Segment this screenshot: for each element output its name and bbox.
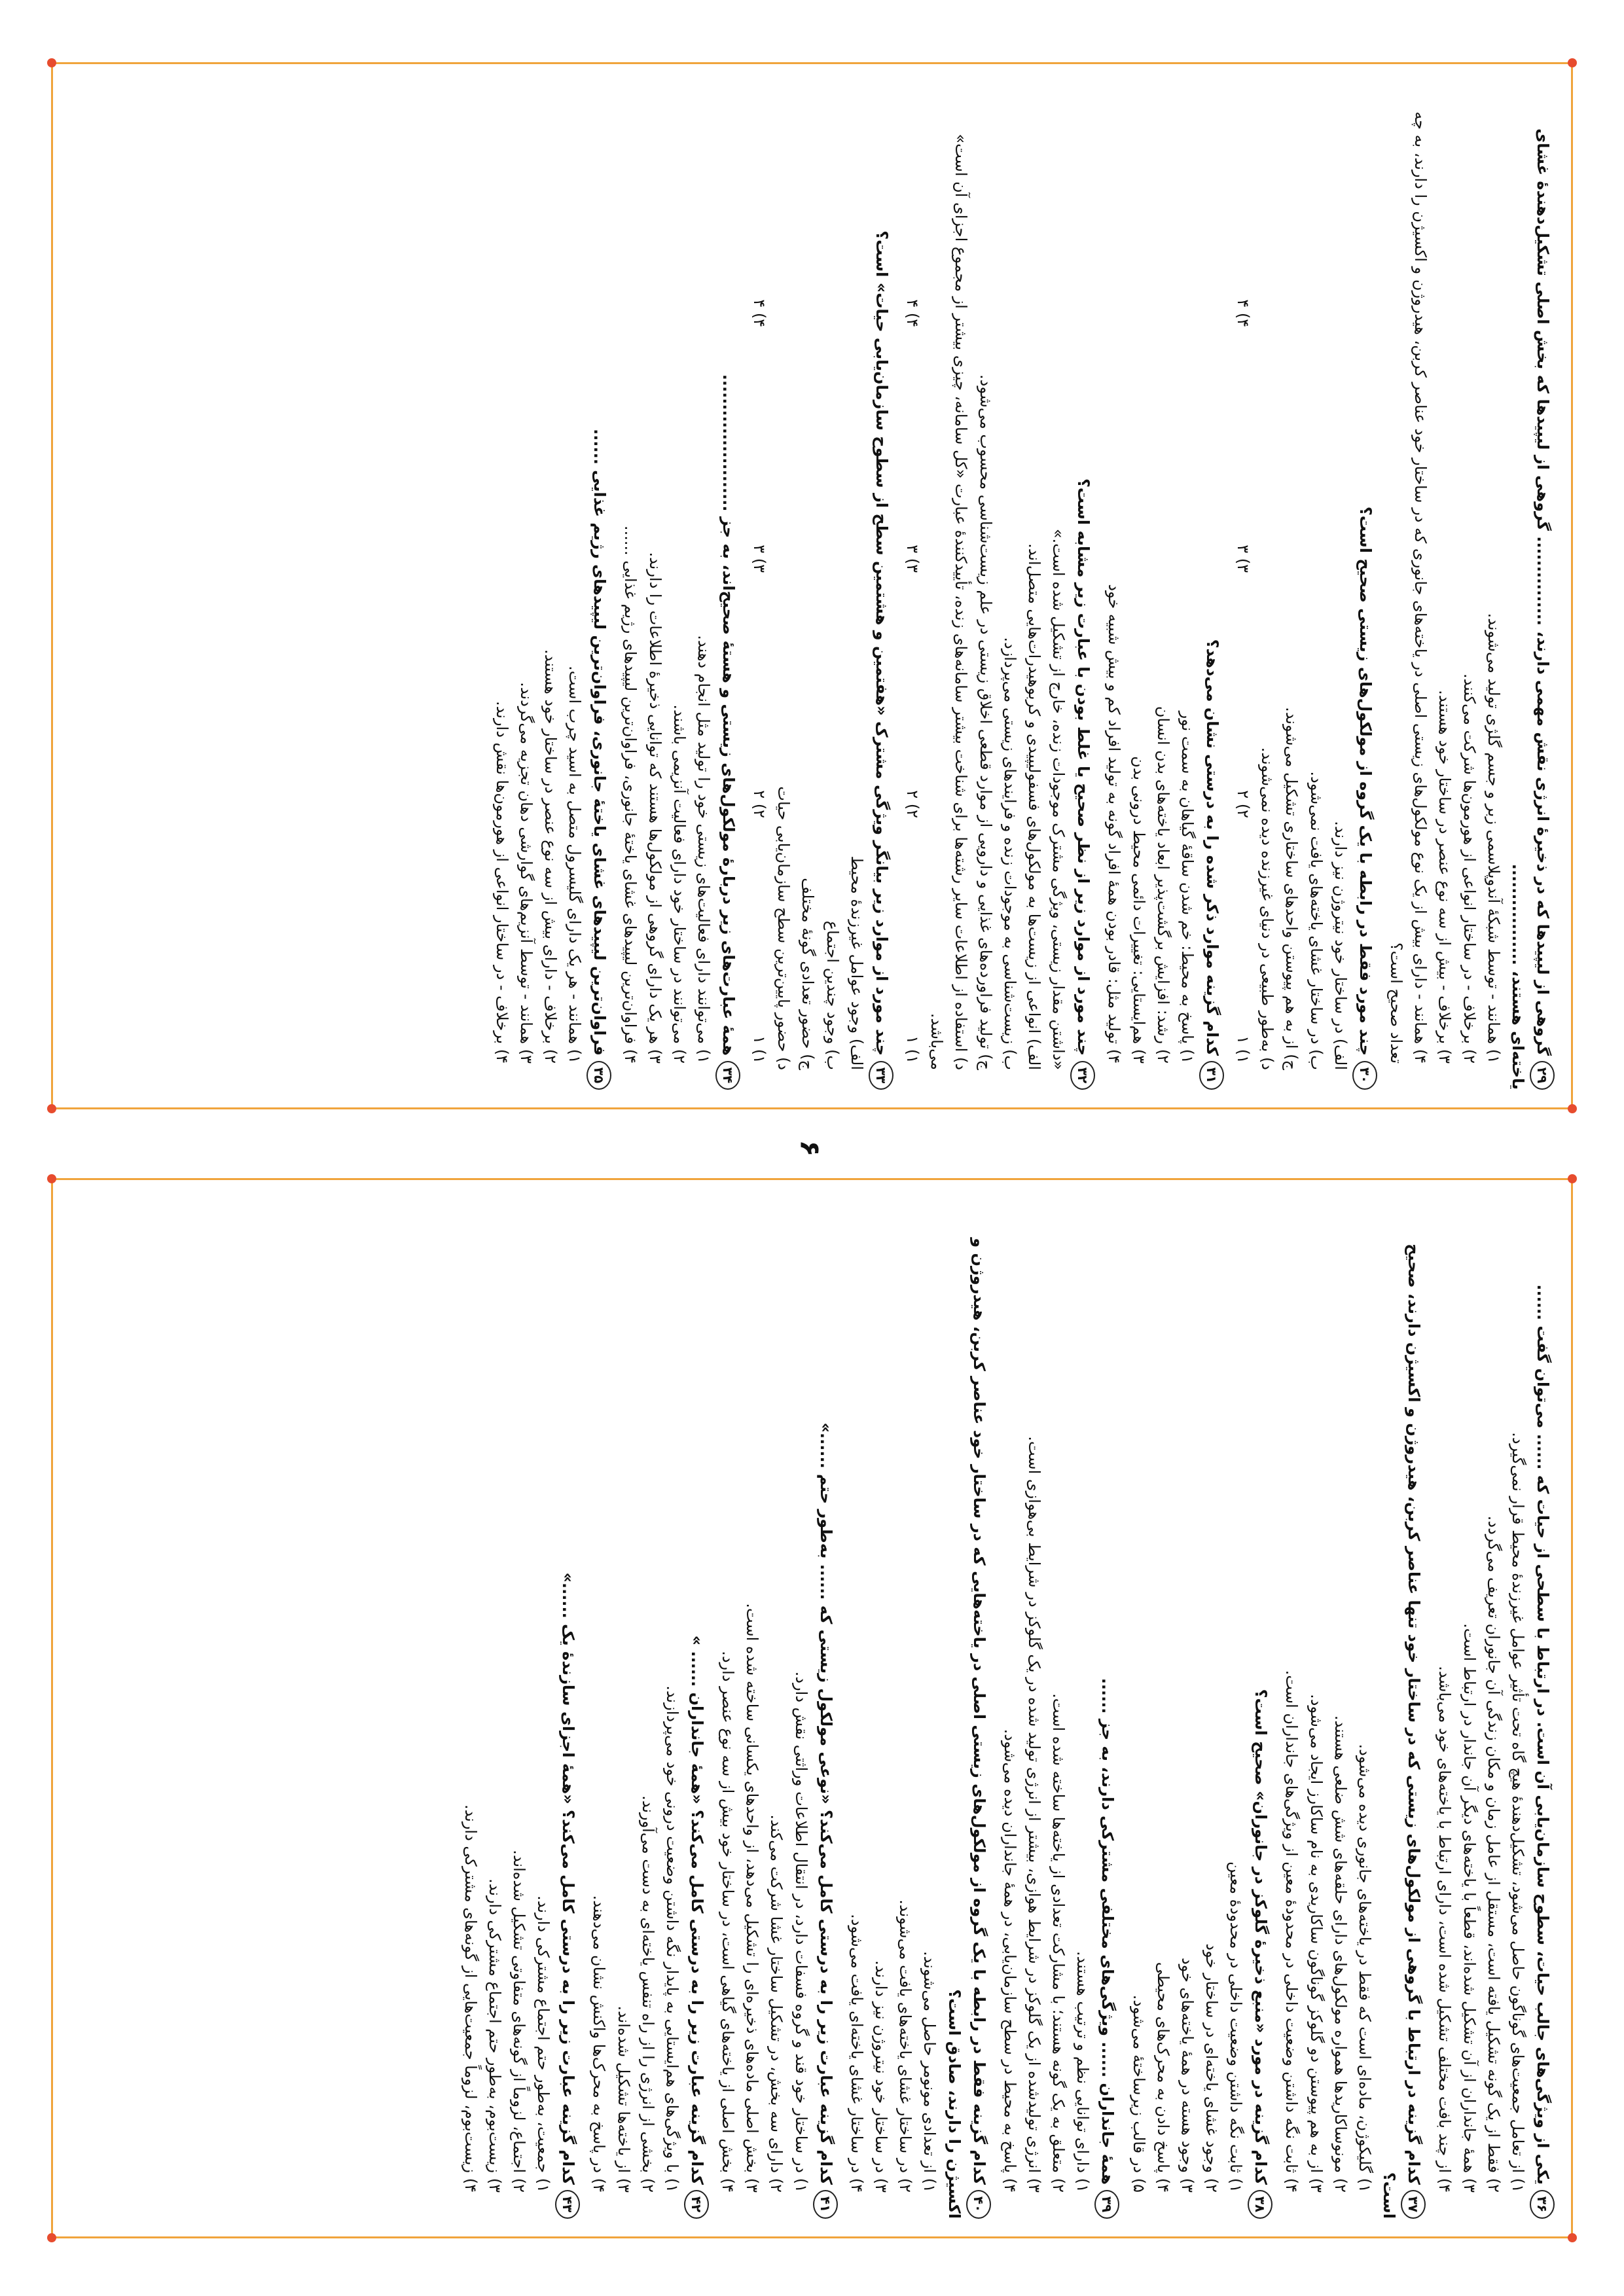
question-head: [1248, 1198, 1272, 2219]
answer-option: ۱) ۱: [1234, 1035, 1253, 1064]
answer-option: ۳) از یاخته‌ها تشکیل شده‌اند.: [614, 2005, 633, 2193]
answer-option: ۱) پاسخ به محیط: خم شدن ساقهٔ گیاهان به سمت نور: [1178, 711, 1197, 1064]
question-number: ۳۷: [1401, 2190, 1426, 2219]
answer-option: ۴) در پاسخ به محرک‌ها واکنش نشان می‌دهند.: [590, 1895, 609, 2193]
question-number: ۳۶: [1530, 2190, 1555, 2219]
question-stem: کدام گزینه فقط در رابطه با یک گروه از مولکول‌های زیستی اصلی در یاخته‌هایی که در ساختار خود عناصر کربن، هیدروژن و اکسیژن را دارند، صادق است؟: [945, 1238, 988, 2219]
answer-option: ۲) فقط از یک گونه تشکیل یافته است، مستقل از عامل زمان و مکان زندگی آن جانوران تعریف می‌گردد.: [1484, 1515, 1503, 2193]
answer-option: ۳) بخش اصلی ماده‌های ذخیره‌ای را تشکیل می‌دهد، از واحدهای یکسانی ساخته شده است.: [743, 1603, 762, 2193]
question-head: [1070, 82, 1095, 1090]
question-head: [869, 82, 893, 1090]
answer-option: ۴) بخش اصلی از یاخته‌های گیاهی است، در ساختار خود بیش از سه نوع عنصر دارد.: [719, 1651, 738, 2193]
question-number: ۳۹: [1094, 2190, 1119, 2219]
answer-option: ۴) تولید مثل: قادر بودن همهٔ افراد گونه به تولید افراد کم و بیش شبیه خود: [1105, 584, 1124, 1064]
answer-option: ۳) برخلاف - بیش از سه نوع عنصر در ساختار خود هستند.: [1435, 690, 1454, 1064]
question-statement: ج) حضور تعدادی گونهٔ مختلف: [799, 878, 818, 1070]
answer-option: ۱) همانند - توسط شبکهٔ آندوپلاسمی زبر و جسم گلژی تولید می‌شوند.: [1484, 613, 1503, 1064]
frame-corner-dot: [1568, 1174, 1577, 1183]
question-statement: الف) انواعی از زیست‌ها به مولکول‌های فسفولیپیدی و کربوهیدرات‌هایی متصل‌اند.: [1025, 543, 1043, 1070]
question-item: [489, 82, 611, 1090]
question-statement: ج) از به هم پیوستن واحدهای ساختاری تشکیل می‌شوند.: [1282, 707, 1301, 1070]
question-stem: کدام گزینه در مورد «منبع ذخیرهٔ گلوکز در جانوران» صحیح است؟: [1252, 1689, 1271, 2185]
top-page-questions: [482, 82, 1555, 1090]
question-item: [1279, 1198, 1426, 2219]
question-stem: چند مورد از موارد زیر از نظر صحیح یا غلط بودن با عبارت زیر مشابه است؟: [1074, 478, 1093, 1056]
answer-option: ۱) با ویژگی‌های هم‌ایستایی به پایدار نگه داشتن وضعیت درونی خود می‌پردازند.: [662, 1685, 681, 2193]
answer-option: ۱) ثابت نگه داشتن وضعیت داخلی در محدودهٔ معین: [1227, 1861, 1246, 2193]
question-head: [715, 82, 740, 1090]
answer-option: ۳) زیست‌بوم، به‌طور حتم اجتماع مشترکی دارند.: [485, 1878, 504, 2193]
answer-option: ۱) گلیکوژن، ماده‌ای است که فقط در یاخته‌های جانوری دیده می‌شود.: [1356, 1744, 1375, 2193]
question-stem: همهٔ جانداران ...... ویژگی‌های مختلفی مشترکی دارند، به جز ......: [1098, 1677, 1117, 2185]
question-item: [900, 82, 1095, 1090]
question-item: [998, 1198, 1120, 2219]
question-stem: همهٔ عبارت‌های زیر دربارهٔ مولکول‌های زیستی و هستهٔ صحیح‌اند، به جز .......................: [719, 374, 738, 1056]
question-head: [941, 1198, 990, 2219]
frame-corner-dot: [1568, 2233, 1577, 2242]
question-head: [1094, 1198, 1119, 2219]
question-stem: کدام گزینه عبارت زیر را به درستی کامل می‌کند؟ «نوعی مولکول زیستی که ...... به‌طور حتم ......»: [816, 1422, 835, 2185]
question-statement: الف) وجود عوامل غیرزندهٔ محیط: [847, 855, 866, 1070]
answer-option: ۲) ۲: [750, 790, 769, 818]
question-head: [1506, 82, 1555, 1090]
answer-option: ۴) فراوان‌ترین لیپیدهای غشای یاختهٔ جانوری، فراوان‌ترین لیپیدهای رژیم غذایی ......: [621, 525, 640, 1064]
answer-option: ۴) از چند بافت مختلف تشکیل شده است، دارای ارتباط با یاخته‌های خود می‌باشد.: [1435, 1666, 1454, 2193]
question-item: [586, 1198, 709, 2219]
question-number: ۳۴: [715, 1061, 740, 1090]
question-item: [1102, 82, 1224, 1090]
question-statement: د) به‌طور طبیعی در دنیای غیرزنده دیده نمی‌شوند.: [1258, 747, 1277, 1070]
question-statement: ب) زیست‌شناسی به موجودات زنده و فرایندهای زیستی می‌پردازد.: [1000, 637, 1019, 1070]
answer-option: ۲) رشد: افزایش برگشت‌پذیر ابعاد یاخته‌های بدن انسان: [1153, 706, 1172, 1064]
question-statement: ج) تولید فراورده‌های غذایی و دارویی از موارد قطعی اخلاق زیستی در علم زیست‌شناسی محسوب می‌شود.: [976, 374, 995, 1070]
answer-option: ۲) متعلق به یک گونه هستند؛ با مشارکت تعدادی از یاخته‌ها ساخته شده است.: [1049, 1693, 1068, 2193]
question-stem: یکی از ویژگی‌های جالب حیات، سطوح سازمان‌یابی آن است. در ارتباط با سطحی از حیات که ...... می‌توان گفت ......: [1534, 1284, 1552, 2185]
question-head: [1199, 82, 1224, 1090]
question-number: ۳۲: [1070, 1061, 1095, 1090]
question-statement: ب) وجود چندین اجتماع: [823, 920, 842, 1070]
question-number: ۴۳: [555, 2190, 580, 2219]
answer-options-row: [900, 82, 924, 1090]
question-number: ۳۵: [586, 1061, 611, 1090]
question-number: ۳۸: [1248, 2190, 1272, 2219]
question-stem: چند مورد فقط در رابطه با یک گروه از مولکول‌های زیستی صحیح است؟: [1356, 506, 1375, 1056]
question-number: ۲۹: [1530, 1061, 1555, 1090]
answer-option: ۳) ۳: [1234, 545, 1253, 573]
answer-option: ۳) همانند - توسط آنزیم‌های گوارشی دهان تجزیه می‌گردند.: [516, 682, 535, 1064]
question-statement: «داشتن مقدار زیستی، ویژگی مشترک موجودات زنده، خارج از تشکیل شده است.»: [1049, 528, 1068, 1070]
question-item: [1126, 1198, 1272, 2219]
question-stem: کدام گزینه عبارت زیر را به درستی کامل می‌کند؟ «همهٔ اجزای سازندهٔ یک ......»: [559, 1572, 578, 2185]
answer-option: ۳) انرژی تولیدشده از یک گلوکز در شرایط هوازی، بیشتر از انرژی تولید شده در یک گلوکز در شرایط بی‌هوازی است.: [1025, 1436, 1043, 2193]
question-stem: فراوان‌ترین لیپیدهای غشای یاختهٔ جانوری، فراوان‌ترین لیپیدهای رژیم غذایی ......: [590, 429, 609, 1056]
question-stem: کدام گزینه عبارت زیر را به درستی کامل می‌کند؟ «همهٔ جانداران ...... »: [687, 1635, 706, 2185]
question-stem: چند مورد از موارد زیر بیانگر ویژگی مشترک «هفتمین و هشتمین سطح از سطوح سازمان‌یابی حیات» است؟: [872, 230, 891, 1056]
answer-option: ۲) در ساختار غشای یاخته‌های یافت می‌شوند.: [896, 1899, 915, 2193]
question-statement: د) حضور پایین‌ترین سطح سازمان‌یابی حیات: [774, 786, 793, 1070]
answer-option: ۱) ۱: [903, 1035, 922, 1064]
answer-option: ۳) هر یک دارای گروهی از مولکول‌ها هستند که توانایی ذخیرهٔ اطلاعات را دارند.: [645, 552, 664, 1064]
answer-option: ۴) زیست‌بوم، لزوماً جمعیت‌هایی از گونه‌های مشترکی دارند.: [461, 1804, 480, 2193]
answer-option: ۲) دارای سه بخش، در تشکیل ساختار غشا شرکت می‌کند.: [767, 1814, 786, 2193]
question-head: [684, 1198, 709, 2219]
answer-option: ۴) ۴: [750, 299, 769, 327]
answer-options-row: [1231, 82, 1255, 1090]
answer-option: ۴) ۴: [1234, 299, 1253, 327]
question-stem: کدام گزینه در ارتباط با گروهی از مولکول‌های زیستی که در ساختار خود تنها عناصر کربن، هیدروژن و اکسیژن دارند، صحیح است؟: [1380, 1244, 1424, 2219]
question-statement: ب) در ساختار غشای یاخته‌های یافت نمی‌شود.: [1307, 771, 1326, 1070]
answer-option: ۴) ثابت نگه داشتن وضعیت داخلی در محدودهٔ معین از ویژگی‌های جانداران است.: [1282, 1670, 1301, 2193]
answer-option: ۲) برخلاف - در ساختار انواعی از هورمون‌ها شرکت می‌کنند.: [1460, 673, 1479, 1064]
answer-option: ۲) اجتماع، لزوماً از گونه‌های متفاوتی تشکیل شده‌اند.: [510, 1850, 528, 2193]
question-item: [1384, 82, 1555, 1090]
answer-option: ۲) برخلاف - دارای بیش از سه نوع عنصر در ساختار خود هستند.: [541, 649, 560, 1064]
answer-option: ۳) هم‌ایستایی: تغییرات دائمی محیط درونی بدن: [1129, 756, 1148, 1064]
answer-option: ۵) در قالب زیرساختهٔ می‌شود.: [1129, 1994, 1148, 2193]
question-number: ۳۱: [1199, 1061, 1224, 1090]
answer-option: ۴) پاسخ دادن به محرک‌های محیطی: [1153, 1962, 1172, 2193]
page-number: ۶: [794, 1139, 827, 1157]
answer-option: ۲) بخشی از انرژی را از راه تنفس یاخته‌ای به دست می‌آورند.: [638, 1795, 657, 2193]
answer-option: ۴) پاسخ به محیط در سطح سازمان‌یابی، در همهٔ جانداران دیده می‌شود.: [1000, 1729, 1019, 2193]
frame-corner-dot: [47, 58, 56, 67]
answer-option: ۳) در ساختار خود نیتروژن نیز دارند.: [872, 1960, 891, 2193]
question-item: [1231, 82, 1377, 1090]
frame-corner-dot: [1568, 1104, 1577, 1113]
answer-option: ۱) می‌توانند دارای فعالیت‌های زیستی خود را تولید مثل انجام دهند.: [694, 635, 713, 1064]
question-head: [1530, 1198, 1555, 2219]
answer-option: ۴) ۴: [903, 299, 922, 327]
frame-corner-dot: [47, 2233, 56, 2242]
answer-option: ۳) وجود هسته در همهٔ یاخته‌های خود: [1178, 1957, 1197, 2193]
question-statement: الف) در ساختار خود نیتروژن نیز دارند.: [1331, 821, 1350, 1070]
answer-option: ۱) از تعدادی مونومر حاصل می‌شوند.: [920, 1950, 939, 2193]
answer-option: ۱) از تعامل جمعیت‌های گوناگون حاصل می‌شود، تشکیل‌دهندهٔ هیچ گاه تحت تأثیر عوامل غیرزندهٔ محیط قرار نمی‌گیرد.: [1509, 1432, 1527, 2193]
answer-option: ۲) مونوساکاریدها همواره مولکول‌های دارای حلقه‌های شش ضلعی هستند.: [1331, 1715, 1350, 2193]
question-head: [586, 82, 611, 1090]
question-item: [844, 1198, 991, 2219]
question-head: [555, 1198, 580, 2219]
question-item: [715, 1198, 838, 2219]
answer-option: ۳) ۳: [903, 545, 922, 573]
question-number: ۴۱: [813, 2190, 838, 2219]
question-head: [813, 1198, 838, 2219]
answer-option: ۲) وجود غشای یاخته‌ای در ساختار خود: [1202, 1943, 1221, 2193]
answer-options-row: [747, 82, 771, 1090]
question-number: ۴۰: [966, 2190, 991, 2219]
question-head: [1377, 1198, 1426, 2219]
answer-option: ۳) همهٔ جانداران از آن تشکیل شده‌اند، قطعاً با یاخته‌های دیگر آن جاندار در ارتباط است.: [1460, 1623, 1479, 2193]
question-item: [618, 82, 740, 1090]
answer-option: ۲) ۲: [903, 790, 922, 818]
answer-option: ۲) ۲: [1234, 790, 1253, 818]
frame-corner-dot: [1568, 58, 1577, 67]
answer-option: ۱) ۱: [750, 1035, 769, 1064]
answer-option: ۱) در ساختار خود قند و گروه فسفات دارد، در انتقال اطلاعات وراثتی نقش دارد.: [791, 1671, 810, 2193]
answer-option: ۲) می‌توانند در ساختار خود دارای فعالیت آنزیمی باشند.: [670, 704, 689, 1064]
question-number: ۳۳: [869, 1061, 893, 1090]
question-number: ۳۰: [1352, 1061, 1377, 1090]
answer-option: ۱) همانند - هر یک دارای گلیسرول متصل به اسید چرب است.: [566, 666, 585, 1064]
answer-option: ۴) همانند - دارای بیش از یک نوع مولکول‌های زیستی اصلی در یاخته‌های جانوری که در ساختار خود عناصر کربن، هیدروژن و اکسیژن را دارند، به چه تعداد صحیح است؟: [1387, 111, 1430, 1064]
question-stem: کدام گزینه موارد ذکر شده را به درستی نشان می‌دهد؟: [1202, 639, 1221, 1056]
question-number: ۴۲: [684, 2190, 709, 2219]
frame-corner-dot: [47, 1174, 56, 1183]
answer-option: ۱) دارای توانایی نظم و ترتیب هستند.: [1074, 1951, 1092, 2193]
answer-option: ۴) در ساختار غشای یاخته‌ای یافت می‌شود.: [847, 1914, 866, 2193]
question-head: [1352, 82, 1377, 1090]
bottom-page-questions: [451, 1198, 1555, 2219]
frame-corner-dot: [47, 1104, 56, 1113]
question-stem: گروهی از لیپیدها که در ذخیرهٔ انرژی نقش مهمی دارند، ............... گروهی از لیپیدها که بخش اصلی تشکیل‌دهندهٔ غشای یاخته‌ای هستند، .................: [1509, 128, 1552, 1090]
question-item: [1432, 1198, 1555, 2219]
answer-option: ۴) برخلاف - در ساختار انواعی از هورمون‌ها نقش دارند.: [492, 701, 511, 1064]
answer-option: ۳) ۳: [750, 545, 769, 573]
question-item: [458, 1198, 580, 2219]
question-item: [747, 82, 893, 1090]
question-statement: د) استفاده از اطلاعات سایر رشته‌ها برای شناخت بیشتر سامانه‌های زنده، تأییدکنندهٔ عبارت «کل سامانه، چیزی بیشتر از مجموع اجزای آن است» می‌باشد.: [928, 134, 971, 1070]
answer-option: ۳) از به هم پیوستن دو گلوکز گوناگون ساکاریدی به نام ساکارز ایجاد می‌شود.: [1307, 1694, 1326, 2193]
answer-option: ۱) جمعیت، به‌طور حتم اجتماع مشترکی دارند.: [534, 1895, 553, 2193]
